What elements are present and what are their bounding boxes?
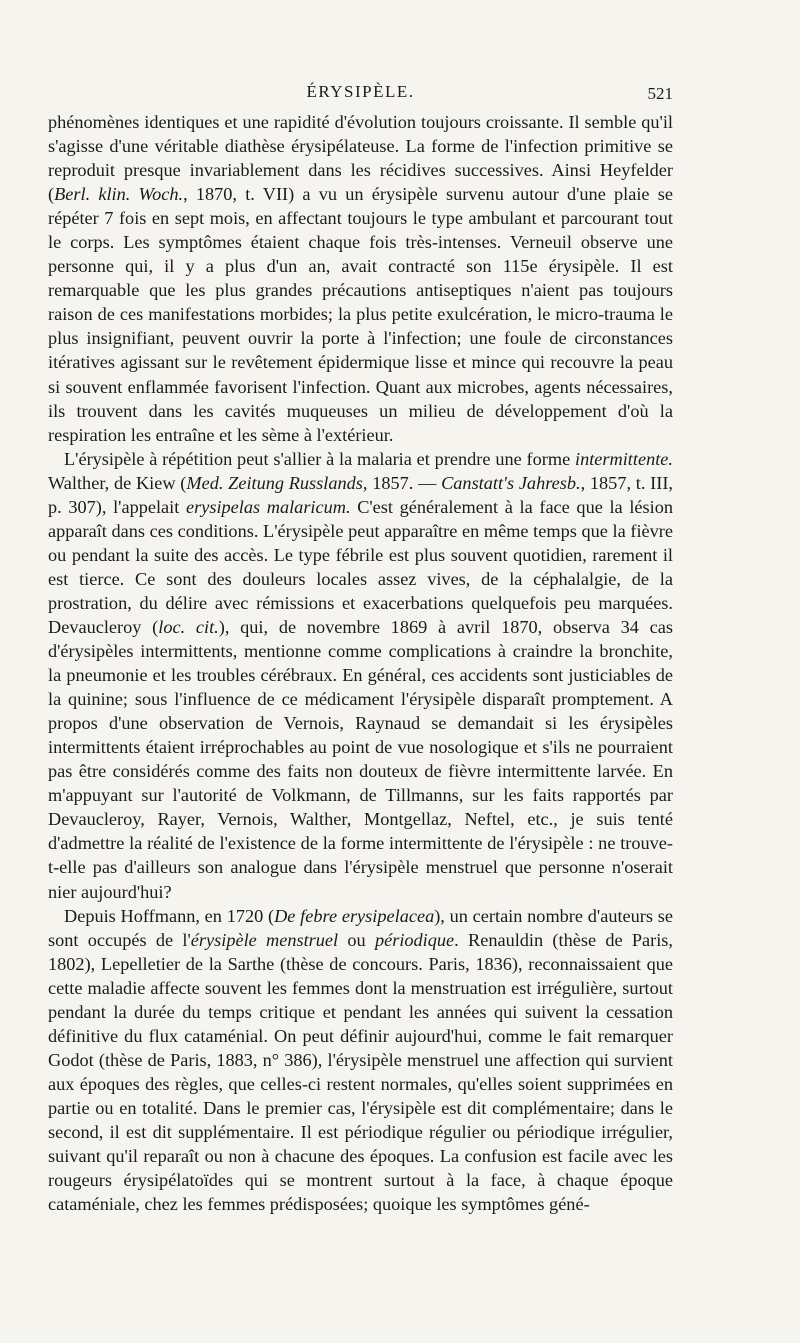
text-run: L'érysipèle à répétition peut s'allier à la malaria et prendre une forme <box>64 448 575 469</box>
italic-text: De febre erysipelacea <box>274 905 435 926</box>
italic-text: Canstatt's Jahresb. <box>441 472 581 493</box>
text-run: , 1857, t. III, p. 307), l'appelait <box>48 472 673 517</box>
italic-text: Berl. klin. Woch. <box>54 184 184 205</box>
paragraph <box>48 904 673 1217</box>
text-run: ), qui, de novembre 1869 à avril 1870, observa 34 cas d'érysipèles intermittents, mentionne comme complications à craindre la bronchite, la pneumonie et les troubles cérébraux. En général, ces accidents sont justiciables de la quinine; sous l'influence de ce médicament l'érysipèle disparaît promptement. A propos d'une observation de Vernois, Raynaud se demandait si les érysipèles intermittents étaient irréprochables au point de vue nosologique et s'ils ne pourraient pas être considérés comme des faits non douteux de fièvre intermittente larvée. En m'appuyant sur l'autorité de Volkmann, de Tillmanns, sur les faits rapportés par Devaucleroy, Rayer, Vernois, Walther, Montgellaz, Neftel, etc., je suis tenté d'admettre la réalité de l'existence de la forme intermittente de l'érysipèle : ne trouve-t-elle pas d'ailleurs son analogue dans l'érysipèle menstruel que personne n'oserait nier aujourd'hui? <box>48 616 673 902</box>
running-title: ÉRYSIPÈLE. <box>306 82 415 101</box>
italic-text: loc. cit. <box>158 616 219 637</box>
text-run: Walther, de Kiew ( <box>48 472 187 493</box>
page-number: 521 <box>647 84 673 103</box>
italic-text: périodique <box>374 929 455 950</box>
text-run: C'est généralement à la face que la lésion apparaît dans ces conditions. L'érysipèle peut apparaître en même temps que la fièvre ou pendant la suite des accès. Le type fébrile est plus souvent quotidien, rarement il est tierce. Ce sont des douleurs locales assez vives, de la céphalalgie, de la prostration, du délire avec rémissions et exacerbations quelquefois peu marquées. Devaucleroy ( <box>48 496 673 637</box>
text-run: ), un certain nombre d'auteurs se sont occupés de l' <box>48 905 673 950</box>
text-run: phénomènes identiques et une rapidité d'évolution toujours croissante. Il semble qu'il s'agisse d'une véritable diathèse érysipélateuse. La forme de l'infection primitive se reproduit presque invariablement dans les récidives successives. Ainsi Heyfelder ( <box>48 112 673 205</box>
running-head <box>48 80 673 110</box>
italic-text: érysipèle menstruel <box>190 929 339 950</box>
italic-text: intermittente. <box>575 448 673 469</box>
italic-text: Med. Zeitung Russlands <box>186 472 363 493</box>
paragraph <box>48 447 673 904</box>
book-page <box>48 80 673 1216</box>
body-text <box>48 110 673 1216</box>
text-run: . Renauldin (thèse de Paris, 1802), Lepelletier de la Sarthe (thèse de concours. Paris, 1836), reconnaissaient que cette maladie affecte souvent les femmes dont la menstruation est irrégulière, surtout pendant la durée du temps critique et pendant les années qui suivent la cessation définitive du flux cataménial. On peut définir aujourd'hui, comme le fait remarquer Godot (thèse de Paris, 1883, n° 386), l'érysipèle menstruel une affection qui survient aux époques des règles, que celles-ci restent normales, qu'elles soient supprimées en partie ou en totalité. Dans le premier cas, l'érysipèle est dit complémentaire; dans le second, il est dit supplémentaire. Il est périodique régulier ou périodique irrégulier, suivant qu'il reparaît ou non à chacune des époques. La confusion est facile avec les rougeurs érysipélatoïdes qui se montrent surtout à la face, à chaque époque cataméniale, chez les femmes prédisposées; quoique les symptômes géné- <box>48 929 673 1215</box>
text-run: , 1870, t. VII) a vu un érysipèle survenu autour d'une plaie se répéter 7 fois en sept mois, en affectant toujours le type ambulant et parcourant tout le corps. Les symptômes étaient chaque fois très-intenses. Verneuil observe une personne qui, il y a plus d'un an, avait contracté son 115e érysipèle. Il est remarquable que les plus grandes précautions antiseptiques n'aient pas toujours raison de ces manifestations morbides; la plus petite exulcération, le micro-trauma le plus insignifiant, peuvent ouvrir la porte à l'infection; une foule de circonstances itératives agissant sur le revêtement épidermique lisse et mince qui recouvre la peau si souvent enflammée favorisent l'infection. Quant aux microbes, agents nécessaires, ils trouvent dans les cavités muqueuses un milieu de développement d'où la respiration les entraîne et les sème à l'extérieur. <box>48 184 673 445</box>
italic-text: erysipelas malaricum. <box>185 496 351 517</box>
paragraph <box>48 110 673 447</box>
text-run: , 1857. — <box>362 472 442 493</box>
text-run: Depuis Hoffmann, en 1720 ( <box>64 905 275 926</box>
text-run: ou <box>338 929 375 950</box>
